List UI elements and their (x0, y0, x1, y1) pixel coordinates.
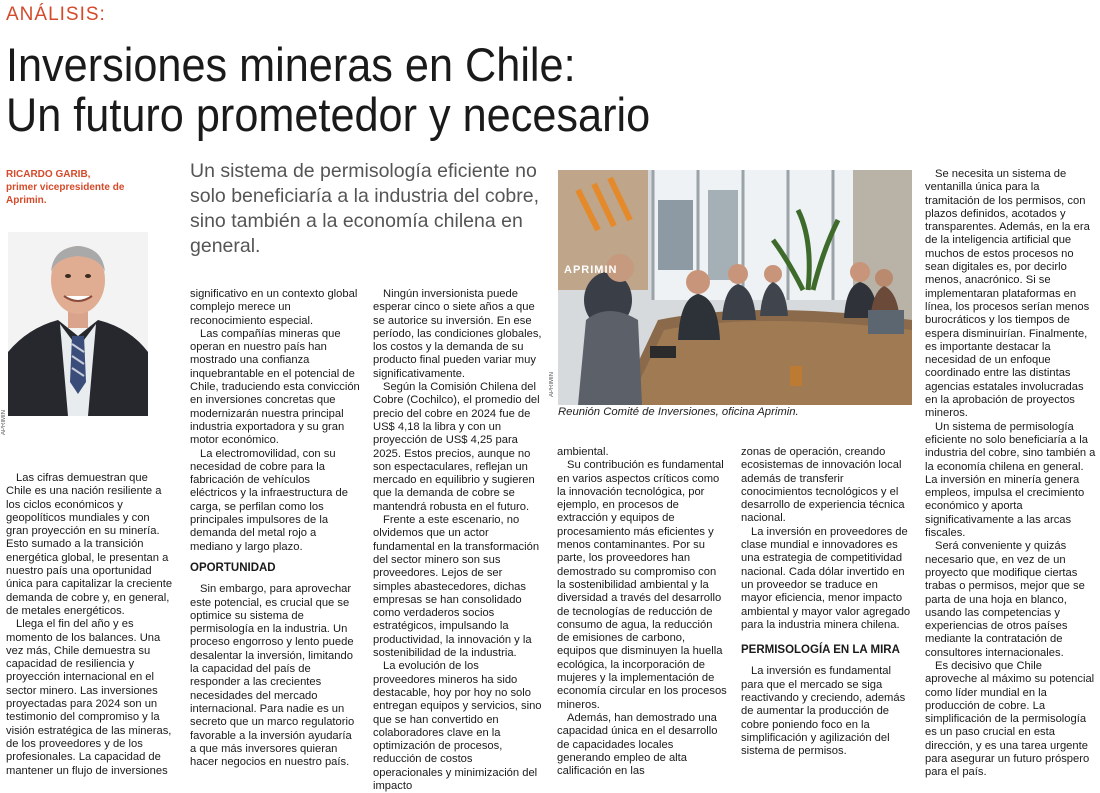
article-column-1 (6, 472, 174, 778)
paragraph: ambiental. (557, 446, 609, 458)
paragraph: Es decisivo que Chile aproveche al máximo su potencial como líder mundial en la producción de cobre. La simplificación de la permisología es un paso crucial en esta dirección, y es una tarea urgente para asegurar un futuro próspero para el país. (925, 659, 1095, 779)
paragraph: La inversión es fundamental para que el mercado se siga reactivando y creciendo, además de aumentar la producción de cobre poniendo foco en la simplificación y agilización del sistema de permisos. (741, 665, 906, 758)
section-kicker: ANÁLISIS: (6, 4, 106, 25)
paragraph: Un sistema de permisología eficiente no solo beneficiaría a la industria del cobre, sino también a la economía chilena en general. La inversión en minería genera empleos, impulsa el crecimiento económico y aporta significativamente a las arcas fiscales. (925, 420, 1096, 540)
article-column-2 (190, 288, 360, 769)
paragraph: Llega el fin del año y es momento de los balances. Una vez más, Chile demuestra su capacidad de resiliencia y proyección internacional en el sector minero. Las inversiones proyectadas para 2024 son un testimonio del compromiso y la visión estratégica de las mineras, de los proveedores y de los profesionales. La capacidad de mantener un flujo de inversiones (6, 618, 172, 777)
paragraph: Será conveniente y quizás necesario que, en vez de un proyecto que modifique ciertas trabas o permisos, mejor que se parta de una hoja en blanco, usando las competencias y experiencias de otros países mediante la contratación de consultores internacionales. (925, 540, 1085, 659)
paragraph: La inversión en proveedores de clase mundial e innovadores es una estrategia de competitividad nacional. Cada dólar invertido en un proveedor se traduce en mayor eficiencia, menor impacto ambiental y mayor valor agregado para la industria minera chilena. (741, 525, 911, 631)
paragraph: significativo en un contexto global complejo merece un reconocimiento especial. (190, 288, 358, 327)
portrait-credit: APRIMIN (1, 410, 7, 436)
paragraph: Las compañías mineras que operan en nuestro país han mostrado una confianza inquebrantable en el potencial de Chile, traduciendo esta convicción en inversiones concretas que modernizarán nuestra principal industria exportadora y su gran motor económico. (190, 327, 360, 447)
portrait-illustration (8, 232, 148, 416)
headline (6, 40, 650, 140)
author-role-1: primer vicepresidente de (6, 182, 125, 193)
paragraph: La electromovilidad, con su necesidad de cobre para la fabricación de vehículos eléctricos y la infraestructura de carga, se perfilan como los principales impulsores de la demanda del metal rojo a mediano y largo plazo. (190, 447, 348, 553)
article-column-4 (557, 446, 727, 778)
photo-logo-text: APRIMIN (564, 264, 618, 276)
author-name: RICARDO GARIB, (6, 169, 91, 180)
paragraph: Además, han demostrado una capacidad única en el desarrollo de capacidades locales generando empleo de alta calificación en las (557, 711, 718, 778)
meeting-photo (558, 170, 912, 405)
photo-credit: APRIMIN (549, 372, 555, 398)
author-portrait (8, 232, 148, 416)
article-column-6 (925, 168, 1097, 780)
author-role-2: Aprimin. (6, 195, 47, 206)
paragraph: zonas de operación, creando ecosistemas de innovación local además de transferir conocimientos tecnológicos y el desarrollo de experiencia técnica nacional. (741, 446, 905, 525)
article-column-5 (741, 446, 911, 759)
byline (6, 168, 176, 207)
paragraph: Se necesita un sistema de ventanilla única para la tramitación de los permisos, con plazos definidos, acotados y transparentes. Además, en la era de la inteligencia artificial que muchos de estos procesos no sean digitales es, por decirlo menos, anacrónico. Si se implementaran plataformas en línea, los procesos serían menos burocráticos y los tiempos de espera disminuirían. Finalmente, es importante destacar la necesidad de un enfoque coordinado entre las distintas agencias estatales involucradas en la aprobación de proyectos mineros. (925, 168, 1090, 420)
subheading-permisologia: PERMISOLOGÍA EN LA MIRA (741, 644, 900, 657)
paragraph: Las cifras demuestran que Chile es una nación resiliente a los ciclos económicos y geopolíticos mundiales y con gran proyección en su minería. Esto sumado a la transición energética global, le presentan a nuestro país una oportunidad única para capitalizar la creciente demanda de cobre y, en general, de metales energéticos. (6, 472, 173, 617)
paragraph: Ningún inversionista puede esperar cinco o siete años a que se autorice su inversión. En ese período, las condiciones globales, los costos y la demanda de su producto final pueden variar muy significativamente. (373, 288, 542, 380)
paragraph: Su contribución es fundamental en varios aspectos críticos como la innovación tecnológica, por ejemplo, en procesos de extracción y equipos de procesamiento más eficientes y menos contaminantes. Por su parte, los proveedores han demostrado su compromiso con la sostenibilidad ambiental y la diversidad a través del desarrollo de tecnologías de reducción de consumo de agua, la reducción de emisiones de carbono, equipos que disminuyen la huella ecológica, la incorporación de mujeres y la implementación de economía circular en los procesos mineros. (557, 459, 727, 711)
headline-line-2: Un futuro prometedor y necesario (6, 88, 651, 141)
deck-subtitle: Un sistema de permisología eficiente no solo beneficiaría a la industria del cobre, sino también a la economía chilena en general. (190, 160, 540, 257)
paragraph: Sin embargo, para aprovechar este potencial, es crucial que se optimice su sistema de permisología en la industria. Un proceso engorroso y lento puede desalentar la inversión, limitando la capacidad del país de responder a las crecientes necesidades del mercado internacional. Para nadie es un secreto que un marco regulatorio favorable a la inversión ayudaría a que más inversores quieran hacer negocios en nuestro país. (190, 583, 355, 769)
headline-line-1: Inversiones mineras en Chile: (6, 38, 576, 91)
paragraph: La evolución de los proveedores mineros ha sido destacable, hoy por hoy no solo entregan equipos y servicios, sino que se han convertido en colaboradores clave en la optimización de procesos, reducción de costos operacionales y minimización del impacto (373, 660, 542, 792)
paragraph: Frente a este escenario, no olvidemos que un actor fundamental en la transformación del sector minero son sus proveedores. Lejos de ser simples abastecedores, dichas empresas se han consolidado como verdaderos socios estratégicos, impulsando la productividad, la innovación y la sostenibilidad de la industria. (373, 514, 540, 660)
subheading-oportunidad: OPORTUNIDAD (190, 561, 276, 574)
paragraph: Según la Comisión Chilena del Cobre (Cochilco), el promedio del precio del cobre en 2024 fue de US$ 4,18 la libra y con un proyección de US$ 4,25 para 2025. Estos precios, aunque no son espectaculares, reflejan un mercado en equilibrio y sugieren que la demanda de cobre se mantendrá robusta en el futuro. (373, 381, 540, 513)
photo-illustration (558, 170, 912, 405)
article-column-3 (373, 288, 543, 793)
photo-caption: Reunión Comité de Inversiones, oficina Aprimin. (558, 406, 799, 418)
